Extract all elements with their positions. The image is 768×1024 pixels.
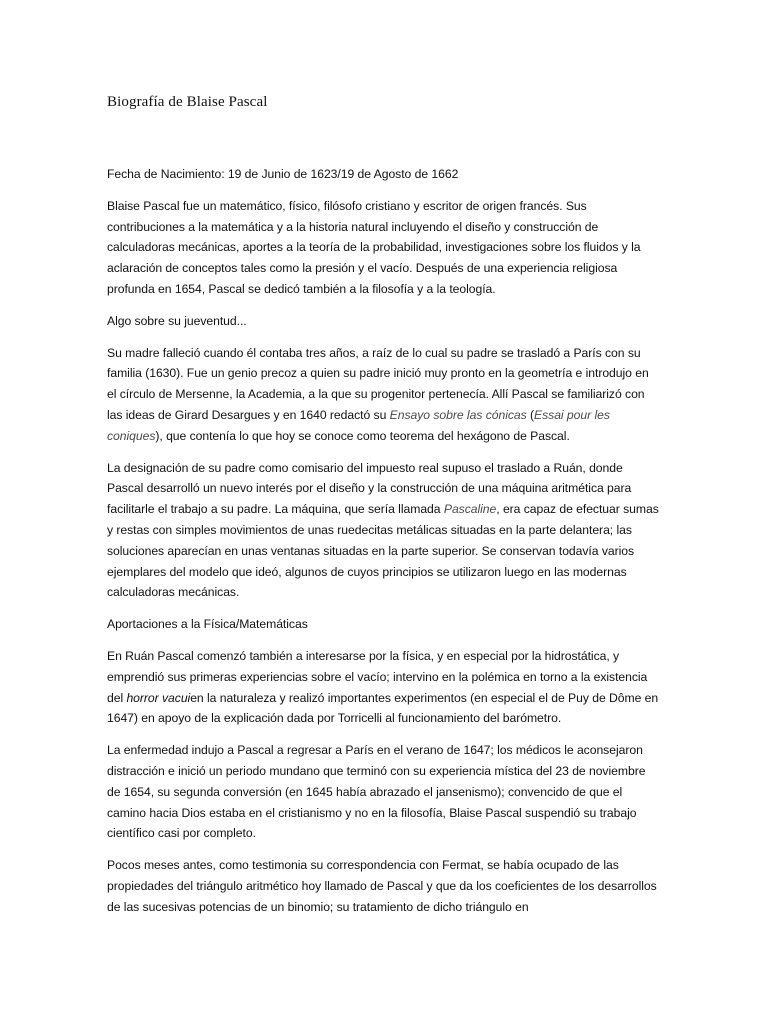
document-body — [107, 92, 659, 929]
link-vacio[interactable]: vacío — [380, 261, 410, 276]
horror-vacui-term: horror vacui — [126, 690, 191, 705]
paragraph-enfermedad: La enfermedad indujo a Pascal a regresar a París en el verano de 1647; los médicos le aconsejaron distracción e inició un periodo mundano que terminó con su experiencia mística del 23 de noviembre de 1654, su segunda conversión (en 1645 había abrazado el jansenismo); convencido de que el camino hacia Dios estaba en el cristianismo y no en la filosofía, Blaise Pascal suspendió su trabajo científico casi por completo. — [107, 743, 646, 841]
link-fluidos[interactable]: fluidos — [583, 240, 619, 255]
paragraph-designacion — [107, 458, 659, 604]
ruan-text-b: en la naturaleza y realizó importantes experimentos (en especial el de Puy de Dôme en 1647) en apoyo de la explicación dada por Torricelli al funcionamiento del barómetro. — [107, 690, 659, 726]
paragraph-pocos-meses: Pocos meses antes, como testimonia su correspondencia con Fermat, se había ocupado de las propiedades del triángulo aritmético hoy llamado de Pascal y que da los coeficientes de los desarrollos de las sucesivas potencias de un binomio; su tratamiento de dicho triángulo en — [107, 858, 657, 914]
birth-date-line: Fecha de Nacimiento: 19 de Junio de 1623/19 de Agosto de 1662 — [107, 167, 459, 181]
designacion-text-b: , era capaz de efectuar sumas y restas con simples movimientos de unas ruedecitas metálicas situadas en la parte delantera; las soluciones aparecían en unas ventanas situadas en la parte superior. Se conservan todavía varios ejemplares del modelo que ideó, algunos de cuyos principios se utilizaron luego en las modernas calculadoras mecánicas. — [107, 502, 659, 600]
madre-text-b: ( — [526, 407, 535, 422]
intro-text-g: y a la — [413, 281, 450, 296]
madre-text-a: Su madre falleció cuando él contaba tres años, a raíz de lo cual su padre se trasladó a París con su familia (1630). Fue un genio precoz a quien su padre inició muy pronto en la geometría e introdujo en el círculo de Mersenne, la Academia, a la que su progenitor pertenecía. Allí Pascal se familiarizó con las ideas de Girard Desargues y en 1640 redactó su — [107, 345, 649, 422]
link-filosofia[interactable]: filosofía — [372, 281, 414, 296]
pascaline-term: Pascaline — [443, 502, 497, 517]
intro-text-d: y la aclaración de conceptos tales como la — [107, 240, 641, 276]
intro-text-c: , investigaciones sobre los — [438, 240, 584, 255]
intro-text-a: Blaise Pascal fue un matemático, físico, filósofo cristiano y escritor de origen francés. Sus contribuciones a la matemática y a la historia natural incluyendo el diseño y construcción de — [107, 198, 599, 234]
paragraph-ruan — [107, 646, 659, 729]
link-presion[interactable]: presión — [315, 261, 355, 276]
ruan-text-a: En Ruán Pascal comenzó también a interesarse por la física, y en especial por la hidrostática, y emprendió sus primeras experiencias sobre el vacío; intervino en la polémica en torno a la existencia del — [107, 648, 648, 705]
intro-text-f: . Después de una experiencia religiosa profunda en 1654, Pascal se dedicó también a la — [107, 261, 618, 296]
heading-aportaciones: Aportaciones a la Física/Matemáticas — [107, 617, 308, 632]
intro-text-e: y el — [354, 261, 381, 276]
paragraph-madre — [107, 343, 659, 447]
ensayo-title: Ensayo sobre las cónicas — [389, 407, 527, 422]
document-title: Biografía de Blaise Pascal — [107, 94, 268, 110]
intro-text-h: . — [492, 281, 496, 296]
essai-title: Essai pour les coniques — [107, 407, 610, 443]
link-calculadoras[interactable]: calculadoras mecánicas — [107, 240, 236, 255]
designacion-text-a: La designación de su padre como comisario del impuesto real supuso el traslado a Ruán, donde Pascal desarrolló un nuevo interés por el diseño y la construcción de una máquina aritmética para facilitarle el trabajo a su padre. La máquina, que sería llamada — [107, 460, 632, 517]
link-probabilidad[interactable]: teoría de la probabilidad — [309, 240, 439, 255]
link-teologia[interactable]: teología — [449, 281, 493, 296]
intro-text-b: , aportes a la — [235, 240, 310, 255]
madre-text-c: ), que contenía lo que hoy se conoce como teorema del hexágono de Pascal. — [155, 428, 570, 443]
intro-paragraph — [107, 196, 659, 300]
heading-juventud: Algo sobre su jueventud... — [107, 313, 247, 328]
